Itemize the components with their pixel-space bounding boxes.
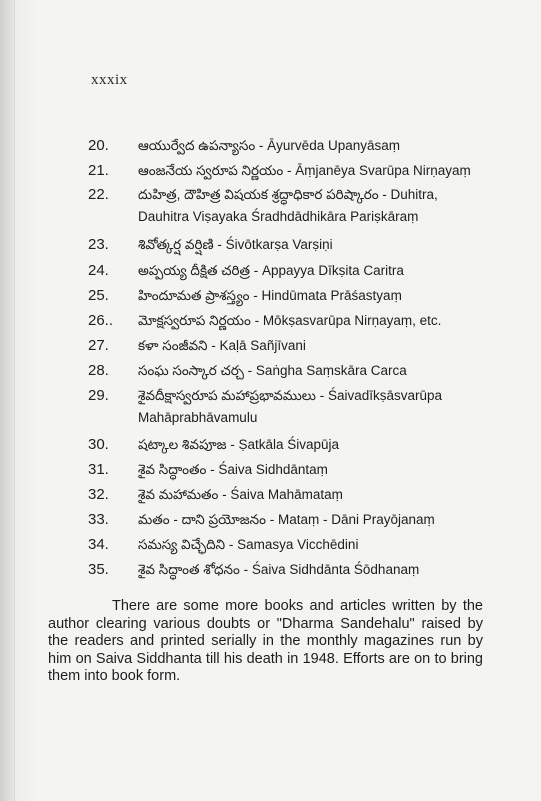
paragraph-text: There are some more books and articles written by the author clearing various doubts or "Dharma Sandehalu" raised by the readers and printed serially in the monthly magazines run by him on Saiva Siddhanta till his death in 1948. Efforts are on to bring them into book form. bbox=[48, 598, 483, 684]
list-item-number: 28. bbox=[88, 362, 109, 379]
list-item-title bbox=[138, 386, 498, 427]
list-item-title: సంఘ సంస్కార చర్చ - Saṅgha Saṃskāra Carca bbox=[138, 363, 407, 378]
list-item-title: సమస్య విచ్ఛేదిని - Samasya Vicchēdini bbox=[138, 537, 359, 552]
list-item-number: 27. bbox=[88, 337, 109, 354]
list-item-number: 32. bbox=[88, 486, 109, 503]
list-item-number: 26.. bbox=[88, 312, 114, 329]
list-item-title: కళా సంజీవని - Kaḷā Sañjīvani bbox=[138, 338, 306, 353]
list-item-number: 35. bbox=[88, 561, 109, 578]
list-item-number: 21. bbox=[88, 162, 109, 179]
list-item-title: శైవ సిద్ధాంత శోధనం - Śaiva Sidhdānta Śōdhanaṃ bbox=[138, 562, 420, 577]
list-item-number: 30. bbox=[88, 436, 109, 453]
list-item-title-line: శైవదీక్షాస్వరూప మహాప్రభావములు - Śaivadīkṣāsvarūpa bbox=[138, 388, 443, 403]
list-item-title: అప్పయ్య దీక్షిత చరిత్ర - Appayya Dīkṣita Caritra bbox=[138, 263, 404, 278]
list-item-title-continuation: Mahāprabhāvamulu bbox=[138, 410, 258, 425]
list-item-number: 22. bbox=[88, 186, 109, 203]
list-item-number: 25. bbox=[88, 287, 109, 304]
list-item-number: 20. bbox=[88, 137, 109, 154]
list-item-title: ఆయుర్వేద ఉపన్యాసం - Āyurvēda Upanyāsaṃ bbox=[138, 138, 400, 153]
list-item-number: 29. bbox=[88, 387, 109, 404]
list-item-title-continuation: Dauhitra Viṣayaka Śradhdādhikāra Pariṣkāraṃ bbox=[138, 209, 419, 224]
list-item-title: శైవ సిద్ధాంతం - Śaiva Sidhdāntaṃ bbox=[138, 462, 328, 477]
list-item-number: 33. bbox=[88, 511, 109, 528]
list-item-number: 23. bbox=[88, 236, 109, 253]
list-item-title bbox=[138, 185, 498, 226]
page-number: xxxix bbox=[91, 72, 128, 88]
list-item-number: 34. bbox=[88, 536, 109, 553]
list-item-title: మతం - దాని ప్రయోజనం - Mataṃ - Dāni Prayōjanaṃ bbox=[138, 512, 435, 527]
list-item-title: హిందూమత ప్రాశస్త్యం - Hindūmata Prāśastyaṃ bbox=[138, 288, 402, 303]
list-item-title: శైవ మహామతం - Śaiva Mahāmataṃ bbox=[138, 487, 343, 502]
list-item-title: మోక్షస్వరూప నిర్ణయం - Mōkṣasvarūpa Nirṇayaṃ, etc. bbox=[138, 313, 442, 328]
list-item-number: 31. bbox=[88, 461, 109, 478]
list-item-title-line: దుహిత్ర, దౌహిత్ర విషయక శ్రద్ధాధికార పరిష్కారం - Duhitra, bbox=[138, 187, 438, 202]
list-item-title: శివోత్కర్ష వర్షిణి - Śivōtkarṣa Varṣiṇi bbox=[138, 237, 333, 252]
list-item-title: ఆంజనేయ స్వరూప నిర్ణయం - Āṃjanēya Svarūpa Nirṇayaṃ bbox=[138, 163, 471, 178]
list-item-number: 24. bbox=[88, 262, 109, 279]
closing-paragraph bbox=[48, 598, 483, 686]
list-item-title: షట్కాల శివపూజ - Ṣatkāla Śivapūja bbox=[138, 437, 340, 452]
